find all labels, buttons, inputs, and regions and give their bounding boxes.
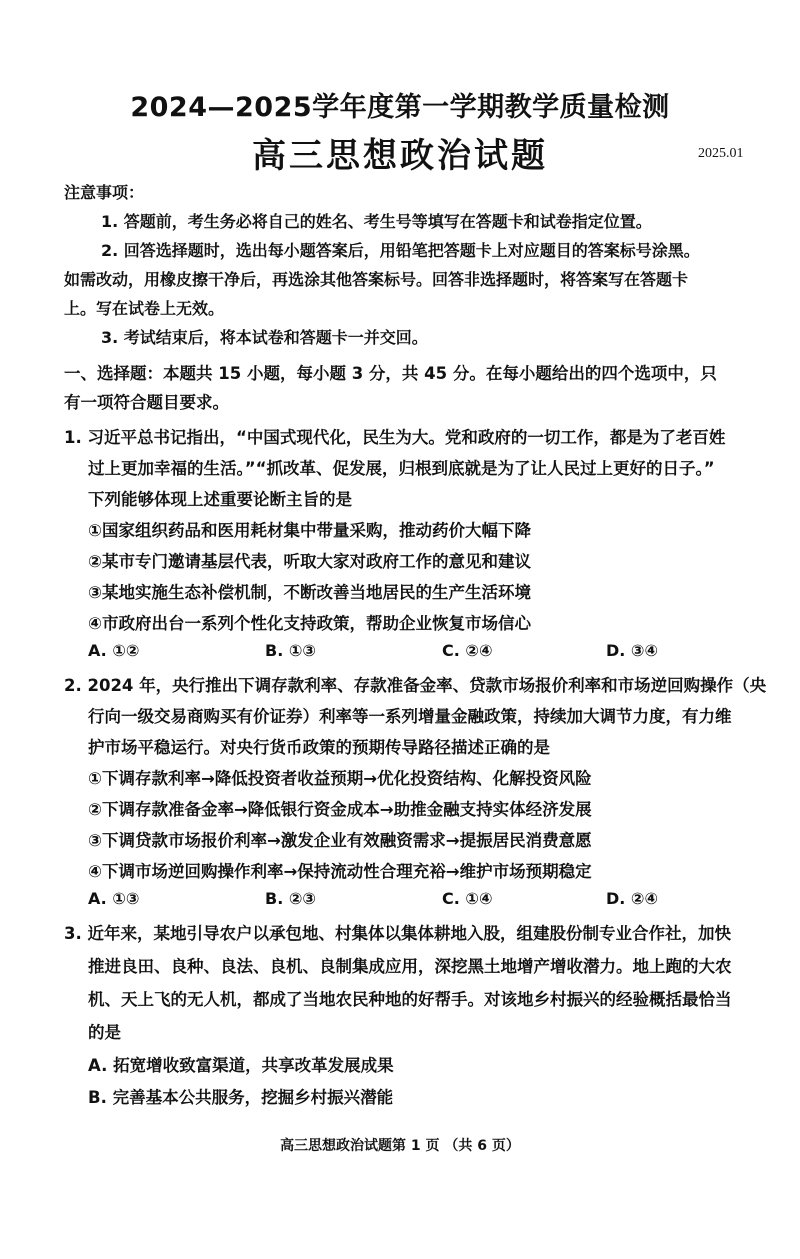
note-line: 如需改动，用橡皮擦干净后，再选涂其他答案标号。回答非选择题时，将答案写在答题卡 <box>64 270 689 289</box>
option-b: B. ②③ <box>265 889 316 908</box>
question-stem: 机、天上飞的无人机，都成了当地农民种地的好帮手。对该地乡村振兴的经验概括最恰当 <box>88 990 732 1009</box>
question-stem: 行向一级交易商购买有价证券）利率等一系列增量金融政策，持续加大调节力度，有力维 <box>88 707 732 726</box>
question-item: ③下调贷款市场报价利率→激发企业有效融资需求→提振居民消费意愿 <box>88 831 592 850</box>
question-stem: 2. 2024 年，央行推出下调存款利率、存款准备金率、贷款市场报价利率和市场逆回购操作（央 <box>64 676 767 695</box>
question-stem: 过上更加幸福的生活。”“抓改革、促发展，归根到底就是为了让人民过上更好的日子。” <box>88 459 715 478</box>
question-item: ②下调存款准备金率→降低银行资金成本→助推金融支持实体经济发展 <box>88 800 592 819</box>
option-d: D. ②④ <box>606 889 659 908</box>
exam-date: 2025.01 <box>698 146 744 161</box>
question-item: ④市政府出台一系列个性化支持政策，帮助企业恢复市场信心 <box>88 614 531 633</box>
question-item: ①国家组织药品和医用耗材集中带量采购，推动药价大幅下降 <box>88 521 531 540</box>
note-line: 2. 回答选择题时，选出每小题答案后，用铅笔把答题卡上对应题目的答案标号涂黑。 <box>101 241 700 260</box>
question-item: ①下调存款利率→降低投资者收益预期→优化投资结构、化解投资风险 <box>88 769 592 788</box>
note-line: 1. 答题前，考生务必将自己的姓名、考生号等填写在答题卡和试卷指定位置。 <box>101 212 652 231</box>
question-item: ④下调市场逆回购操作利率→保持流动性合理充裕→维护市场预期稳定 <box>88 862 592 881</box>
option-c: C. ②④ <box>442 641 493 660</box>
question-item: ③某地实施生态补偿机制，不断改善当地居民的生产生活环境 <box>88 583 531 602</box>
question-item: A. 拓宽增收致富渠道，共享改革发展成果 <box>88 1056 394 1075</box>
question-stem: 下列能够体现上述重要论断主旨的是 <box>88 490 352 509</box>
question-stem: 推进良田、良种、良法、良机、良制集成应用，深挖黑土地增产增收潜力。地上跑的大农 <box>88 957 732 976</box>
question-stem: 护市场平稳运行。对央行货币政策的预期传导路径描述正确的是 <box>88 738 550 757</box>
note-line: 3. 考试结束后，将本试卷和答题卡一并交回。 <box>101 328 428 347</box>
answer-options <box>88 889 728 913</box>
notes-heading: 注意事项： <box>64 183 145 202</box>
question-item: ②某市专门邀请基层代表，听取大家对政府工作的意见和建议 <box>88 552 531 571</box>
section-instructions: 有一项符合题目要求。 <box>64 393 229 412</box>
option-c: C. ①④ <box>442 889 493 908</box>
question-stem: 3. 近年来，某地引导农户以承包地、村集体以集体耕地入股，组建股份制专业合作社，加快 <box>64 924 731 943</box>
question-stem: 1. 习近平总书记指出，“中国式现代化，民生为大。党和政府的一切工作，都是为了老百姓 <box>64 428 726 447</box>
page-footer: 高三思想政治试题第 1 页 （共 6 页） <box>280 1138 520 1154</box>
option-a: A. ①② <box>88 641 140 660</box>
exam-title: 2024—2025学年度第一学期教学质量检测 <box>130 92 670 123</box>
answer-options <box>88 641 728 665</box>
question-stem: 的是 <box>88 1023 121 1042</box>
exam-subject-title: 高三思想政治试题 <box>252 136 548 176</box>
question-item: B. 完善基本公共服务，挖掘乡村振兴潜能 <box>88 1088 394 1107</box>
section-instructions: 一、选择题：本题共 15 小题，每小题 3 分，共 45 分。在每小题给出的四个选项中，只 <box>64 364 717 383</box>
option-b: B. ①③ <box>265 641 316 660</box>
option-d: D. ③④ <box>606 641 659 660</box>
note-line: 上。写在试卷上无效。 <box>64 299 225 318</box>
option-a: A. ①③ <box>88 889 140 908</box>
